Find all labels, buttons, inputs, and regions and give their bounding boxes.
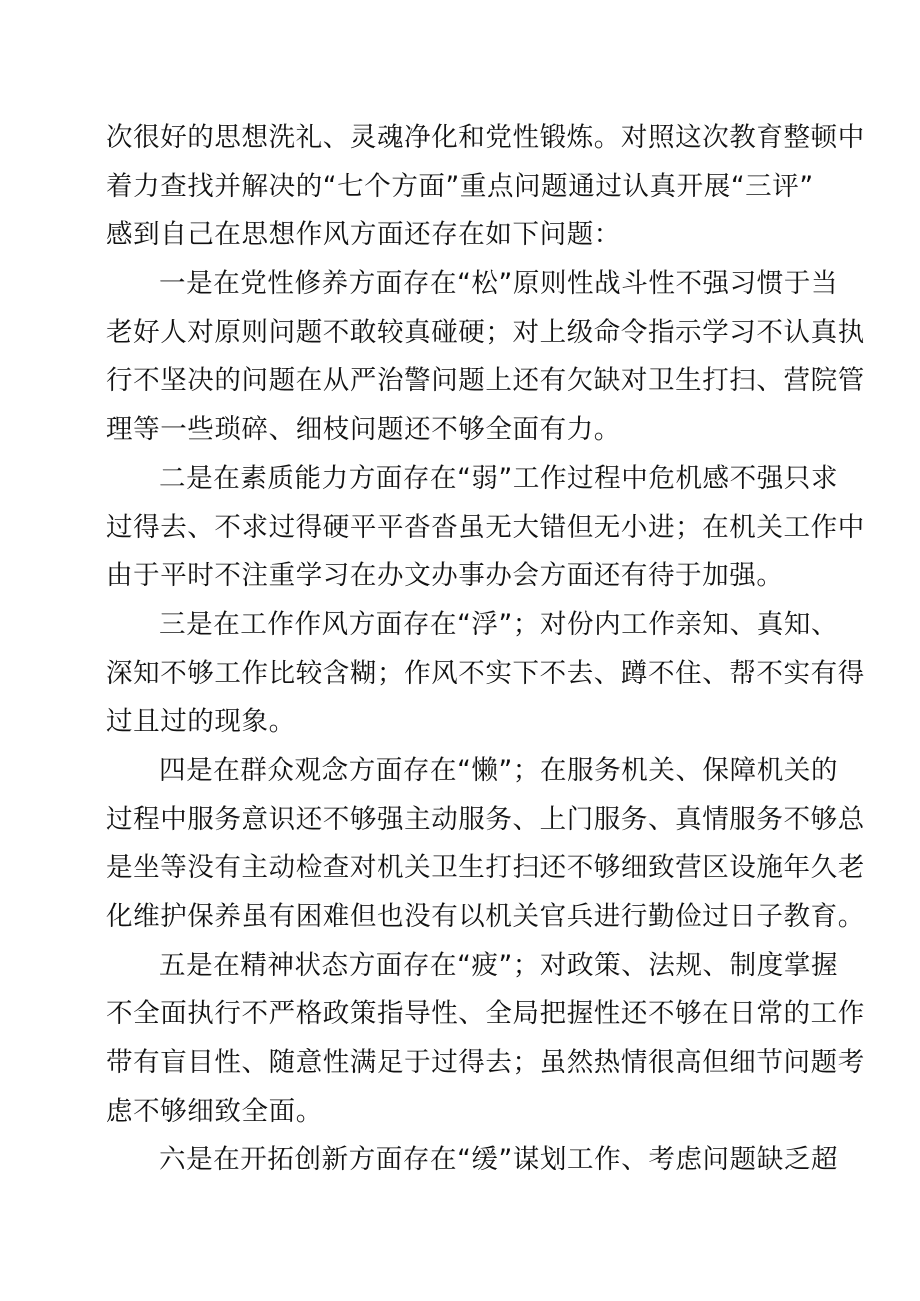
- text-line: 化维护保养虽有困难但也没有以机关官兵进行勤俭过日子教育。: [106, 901, 865, 932]
- text-line: 不全面执行不严格政策指导性、全局把握性还不够在日常的工作: [106, 998, 865, 1030]
- text-line: 感到自己在思想作风方面还存在如下问题：: [106, 219, 621, 251]
- text-line: 过程中服务意识还不够强主动服务、上门服务、真情服务不够总: [106, 803, 865, 835]
- paragraph-start-line: 二是在素质能力方面存在“弱”工作过程中危机感不强只求: [159, 462, 839, 494]
- paragraph-start-line: 五是在精神状态方面存在“疲”；对政策、法规、制度掌握: [159, 949, 839, 981]
- paragraph-start-line: 三是在工作作风方面存在“浮”；对份内工作亲知、真知、: [159, 608, 839, 640]
- text-line: 行不坚决的问题在从严治警问题上还有欠缺对卫生打扫、营院管: [106, 365, 865, 397]
- text-line: 带有盲目性、随意性满足于过得去；虽然热情很高但细节问题考: [106, 1047, 865, 1079]
- text-line: 是坐等没有主动检查对机关卫生打扫还不够细致营区设施年久老: [106, 852, 865, 884]
- document-body: [106, 114, 865, 1185]
- paragraph-start-line: 一是在党性修养方面存在“松”原则性战斗性不强习惯于当: [159, 268, 839, 300]
- text-line: 着力查找并解决的“七个方面”重点问题通过认真开展“三评”: [106, 170, 814, 202]
- text-line: 次很好的思想洗礼、灵魂净化和党性锻炼。对照这次教育整顿中: [106, 122, 865, 153]
- text-line: 由于平时不注重学习在办文办事办会方面还有待于加强。: [106, 560, 784, 592]
- paragraph-start-line: 四是在群众观念方面存在“懒”；在服务机关、保障机关的: [159, 754, 839, 786]
- text-line: 理等一些琐碎、细枝问题还不够全面有力。: [106, 414, 621, 446]
- text-line: 过得去、不求过得硬平平沓沓虽无大错但无小进；在机关工作中: [106, 511, 865, 543]
- text-line: 虑不够细致全面。: [106, 1095, 323, 1127]
- text-line: 深知不够工作比较含糊；作风不实下不去、蹲不住、帮不实有得: [106, 657, 865, 689]
- text-line: 老好人对原则问题不敢较真碰硬；对上级命令指示学习不认真执: [106, 316, 865, 348]
- paragraph-start-line: 六是在开拓创新方面存在“缓”谋划工作、考虑问题缺乏超: [159, 1144, 839, 1176]
- text-line: 过且过的现象。: [106, 706, 296, 738]
